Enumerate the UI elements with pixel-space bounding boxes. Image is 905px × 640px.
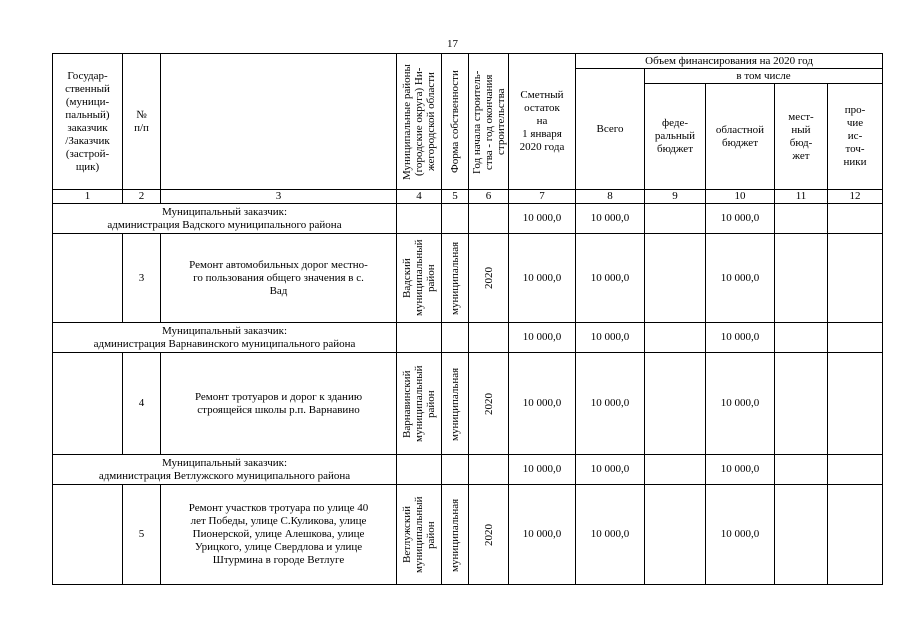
column-number: 8 (576, 190, 645, 204)
header-ownership (442, 54, 469, 190)
project-district-text: Ветлужский муниципальный район (401, 496, 437, 573)
column-number: 1 (53, 190, 123, 204)
estimate-value: 10 000,0 (509, 234, 576, 323)
project-ownership-text: муниципальная (449, 366, 461, 441)
header-row-1 (53, 54, 883, 69)
customer-row (53, 455, 883, 485)
empty-cell (442, 323, 469, 353)
regional-value: 10 000,0 (706, 485, 775, 585)
project-years-text: 2020 (482, 267, 495, 289)
project-ownership (442, 485, 469, 585)
column-number: 5 (442, 190, 469, 204)
total-value: 10 000,0 (576, 485, 645, 585)
customer-name: Муниципальный заказчик: администрация Варнавинского муниципального района (53, 323, 397, 353)
header-federal: феде- ральный бюджет (645, 84, 706, 190)
header-years-text: Год начала строитель- ства - год окончания строительства (470, 69, 507, 174)
project-district-text: Варнавинский муниципальный район (401, 365, 437, 442)
empty-cell (397, 204, 442, 234)
column-number: 6 (469, 190, 509, 204)
column-number: 4 (397, 190, 442, 204)
project-number: 4 (123, 353, 161, 455)
column-number: 2 (123, 190, 161, 204)
project-district-text: Вадский муниципальный район (401, 239, 437, 317)
header-estimate: Сметный остаток на 1 января 2020 года (509, 54, 576, 190)
empty-cell (442, 455, 469, 485)
header-funding: Объем финансирования на 2020 год (576, 54, 883, 69)
project-ownership-text: муниципальная (449, 497, 461, 572)
column-number: 11 (775, 190, 828, 204)
project-district (397, 234, 442, 323)
page-number: 17 (447, 38, 458, 50)
estimate-value: 10 000,0 (509, 323, 576, 353)
empty-cell (645, 204, 706, 234)
empty-cell (645, 485, 706, 585)
header-district (397, 54, 442, 190)
project-years (469, 353, 509, 455)
header-district-text: Муниципальные районы (городские округа) Ни- жегородской области (401, 63, 437, 180)
header-total: Всего (576, 69, 645, 190)
empty-cell (469, 455, 509, 485)
header-years (469, 54, 509, 190)
total-value: 10 000,0 (576, 234, 645, 323)
project-ownership-text: муниципальная (449, 241, 461, 315)
empty-cell (53, 485, 123, 585)
empty-cell (775, 353, 828, 455)
customer-row (53, 323, 883, 353)
empty-cell (775, 455, 828, 485)
estimate-value: 10 000,0 (509, 353, 576, 455)
total-value: 10 000,0 (576, 204, 645, 234)
column-number: 3 (161, 190, 397, 204)
project-years-text: 2020 (482, 392, 495, 415)
header-ownership-text: Форма собственности (449, 70, 461, 173)
customer-name: Муниципальный заказчик: администрация Ветлужского муниципального района (53, 455, 397, 485)
empty-cell (645, 353, 706, 455)
customer-name: Муниципальный заказчик: администрация Вадского муниципального района (53, 204, 397, 234)
project-row (53, 353, 883, 455)
regional-value: 10 000,0 (706, 234, 775, 323)
empty-cell (645, 323, 706, 353)
empty-cell (828, 323, 883, 353)
project-number: 5 (123, 485, 161, 585)
estimate-value: 10 000,0 (509, 485, 576, 585)
project-district (397, 485, 442, 585)
project-row (53, 234, 883, 323)
empty-cell (828, 204, 883, 234)
empty-cell (775, 204, 828, 234)
empty-cell (645, 455, 706, 485)
project-district (397, 353, 442, 455)
header-local: мест- ный бюд- жет (775, 84, 828, 190)
total-value: 10 000,0 (576, 353, 645, 455)
header-name (161, 54, 397, 190)
project-ownership (442, 234, 469, 323)
regional-value: 10 000,0 (706, 455, 775, 485)
empty-cell (775, 323, 828, 353)
header-number: № п/п (123, 54, 161, 190)
header-other: про- чие ис- точ- ники (828, 84, 883, 190)
project-years (469, 234, 509, 323)
project-years (469, 485, 509, 585)
header-including: в том числе (645, 69, 883, 84)
header-customer: Государ- ственный (муници- пальный) заказчик /Заказчик (застрой- щик) (53, 54, 123, 190)
empty-cell (442, 204, 469, 234)
project-name: Ремонт тротуаров и дорог к зданию строящейся школы р.п. Варнавино (161, 353, 397, 455)
empty-cell (828, 485, 883, 585)
empty-cell (469, 204, 509, 234)
empty-cell (53, 353, 123, 455)
column-number: 7 (509, 190, 576, 204)
empty-cell (645, 234, 706, 323)
total-value: 10 000,0 (576, 323, 645, 353)
empty-cell (828, 455, 883, 485)
empty-cell (53, 234, 123, 323)
estimate-value: 10 000,0 (509, 455, 576, 485)
project-number: 3 (123, 234, 161, 323)
project-ownership (442, 353, 469, 455)
regional-value: 10 000,0 (706, 353, 775, 455)
regional-value: 10 000,0 (706, 204, 775, 234)
column-number: 9 (645, 190, 706, 204)
project-row (53, 485, 883, 585)
project-years-text: 2020 (482, 523, 495, 546)
column-number: 12 (828, 190, 883, 204)
column-number: 10 (706, 190, 775, 204)
estimate-value: 10 000,0 (509, 204, 576, 234)
empty-cell (397, 323, 442, 353)
financing-table (52, 53, 883, 585)
empty-cell (397, 455, 442, 485)
empty-cell (775, 485, 828, 585)
header-regional: областной бюджет (706, 84, 775, 190)
project-name: Ремонт участков тротуара по улице 40 лет Победы, улице С.Куликова, улице Пионерской, улице Алешкова, улице Урицкого, улице Свердлова и улице Штурмина в городе Ветлуге (161, 485, 397, 585)
empty-cell (469, 323, 509, 353)
column-numbers-row (53, 190, 883, 204)
empty-cell (828, 353, 883, 455)
project-name: Ремонт автомобильных дорог местно- го пользования общего значения в с. Вад (161, 234, 397, 323)
empty-cell (828, 234, 883, 323)
customer-row (53, 204, 883, 234)
empty-cell (775, 234, 828, 323)
total-value: 10 000,0 (576, 455, 645, 485)
regional-value: 10 000,0 (706, 323, 775, 353)
